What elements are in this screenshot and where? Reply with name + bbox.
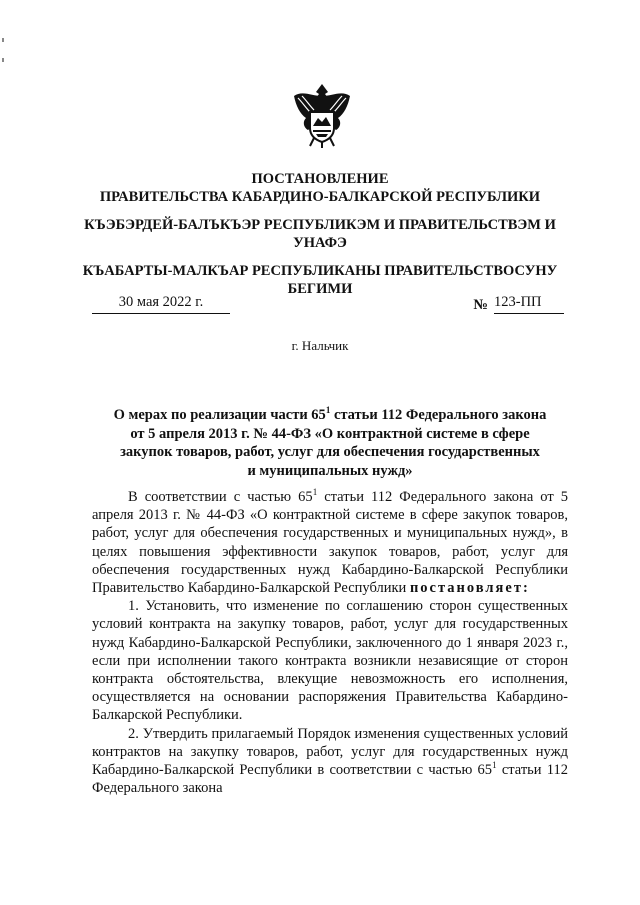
title-line — [92, 406, 568, 425]
title-line: закупок товаров, работ, услуг для обеспечения государственных — [120, 444, 540, 460]
paragraph-item-1: 1. Установить, что изменение по соглашению сторон существенных условий контракта на закупку товаров, работ, услуг для государственных нужд Кабардино-Балкарской Республики, заключенного до 1 января 2023 г., если при исполнении такого контракта возникли независящие от сторон контракта обстоятельства, влекущие невозможность его исполнения, осуществляется на основании распоряжения Правительства Кабардино-Балкарской Республики. — [92, 598, 568, 724]
header-decree-title — [80, 170, 560, 206]
paragraph-text: В соответствии с частью 65 — [128, 489, 313, 505]
title-line: от 5 апреля 2013 г. № 44-ФЗ «О контрактной системе в сфере — [130, 425, 530, 442]
decree-verb: постановляет: — [409, 580, 530, 597]
header-kabardian — [80, 216, 560, 252]
header-balkar — [80, 262, 560, 298]
header-line: УНАФЭ — [293, 235, 347, 251]
title-text: О мерах по реализации части 65 — [113, 407, 326, 423]
document-title — [92, 406, 568, 480]
decree-number-block — [473, 294, 564, 314]
title-line: и муниципальных нужд» — [247, 462, 413, 479]
header-line: ПОСТАНОВЛЕНИЕ — [251, 171, 389, 187]
decree-number: 123-ПП — [494, 294, 564, 314]
scan-mark — [2, 38, 4, 42]
paragraph-item-2 — [92, 725, 568, 798]
date-number-row — [92, 294, 568, 320]
paragraph-text: 2. Утвердить прилагаемый Порядок изменения существенных условий контрактов на закупку товаров, работ, услуг для государственных нужд Кабардино-Балкарской Республики в соответствии с частью 65 — [92, 725, 568, 779]
header-line: КЪЭБЭРДЕЙ-БАЛЪКЪЭР РЕСПУБЛИКЭМ И ПРАВИТЕЛЬСТВЭМ И — [84, 217, 556, 233]
number-sign: № — [473, 297, 488, 313]
decree-date: 30 мая 2022 г. — [92, 294, 230, 314]
paragraph-text: статьи 112 Федерального закона от 5 апреля 2013 г. № 44-ФЗ «О контрактной системе в сфере закупок товаров, работ, услуг для обеспечения государственных и муниципальных нужд», в целях повышения эффективности закупок товаров, работ, услуг для обеспечения государственных нужд Кабардино-Балкарской Республики Правительство Кабардино-Балкарской Республики — [92, 489, 569, 597]
superscript: 1 — [325, 405, 331, 416]
superscript: 1 — [312, 487, 318, 498]
city: г. Нальчик — [291, 338, 349, 353]
title-text: статьи 112 Федерального закона — [330, 407, 547, 423]
coat-of-arms-emblem — [292, 82, 352, 148]
scan-mark — [2, 58, 4, 62]
header-line: КЪАБАРТЫ-МАЛКЪАР РЕСПУБЛИКАНЫ ПРАВИТЕЛЬСТВОСУНУ — [82, 263, 558, 279]
paragraph-text: статьи 112 Федерального закона — [92, 762, 568, 797]
header-line: ПРАВИТЕЛЬСТВА КАБАРДИНО-БАЛКАРСКОЙ РЕСПУБЛИКИ — [99, 189, 541, 205]
document-body — [92, 488, 568, 797]
superscript: 1 — [492, 760, 497, 771]
paragraph-preamble — [92, 488, 568, 597]
header-line: БЕГИМИ — [287, 281, 353, 297]
